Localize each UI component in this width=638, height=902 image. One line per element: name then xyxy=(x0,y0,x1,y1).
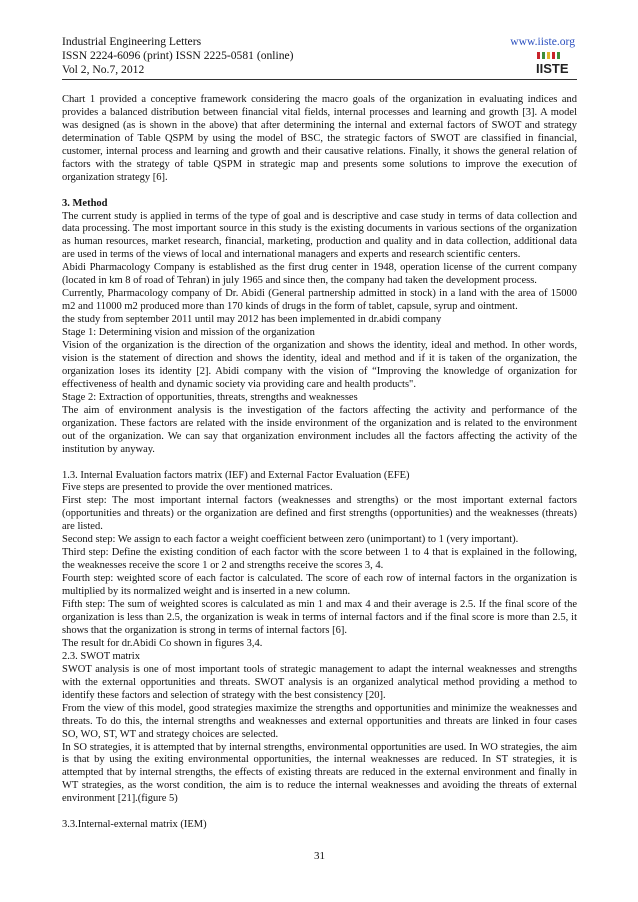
ief-heading: 1.3. Internal Evaluation factors matrix (IEF) and External Factor Evaluation (EFE) xyxy=(62,469,410,481)
iiste-logo-icon xyxy=(535,51,571,77)
step3-paragraph: Third step: Define the existing condition of each factor with the score between 1 to 4 that is explained in the following, the weaknesses receive the score 1 or 2 and strengths receive the scores 3, 4. xyxy=(62,547,577,572)
intro-paragraph: Chart 1 provided a conceptive framework considering the macro goals of the organization in evaluating indices and provides a balanced distribution between financial vital fields, internal processes and learning and growth [3]. A model was designed (as is shown in the above) that after determining the internal and external factors of SWOT and strategy determination of Table QSPM by using the model of BSC, the strategic factors of SWOT are classified in financial, customer, internal process and learning and growth and their causative relations. Finally, it shows the general relation of factors with the strategy of table QSPM in strategic map and presents some solutions to improve the execution of organization strategy [6]. xyxy=(62,94,577,183)
header-divider xyxy=(62,79,577,80)
method-heading: 3. Method xyxy=(62,197,108,209)
step2-paragraph: Second step: We assign to each factor a weight coefficient between zero (unimportant) to 1 (very important). xyxy=(62,534,519,546)
method-paragraph-1: The current study is applied in terms of the type of goal and is descriptive and case study in terms of data collection and data processing. The most important source in this study is the existing documents in various sections of the organization as human resources, market research, financial, marketing, production and quality and in data collection, additional data are used in terms of the views of local and international managers and experts and research scientific centers. xyxy=(62,210,577,261)
step5-paragraph: Fifth step: The sum of weighted scores is calculated as min 1 and max 4 and their average is 2.5. If the final score of the organization is less than 2.5, the organization is weak in terms of internal factors and if the final score is more than 2.5, it shows that the organization is strong in terms of internal factors [6]. xyxy=(62,599,577,636)
journal-volume: Vol 2, No.7, 2012 xyxy=(62,63,145,76)
five-steps-paragraph: Five steps are presented to provide the over mentioned matrices. xyxy=(62,482,333,494)
vision-paragraph: Vision of the organization is the direction of the organization and shows the identity, ideal and method. In other words, vision is the statement of direction and shows the identity, ideal and method and if it is taken of the organization, the organization loses its identity [2]. Abidi company with the vision of “Improving the knowledge of organization for effectiveness of health and dynamic society via providing care and health products". xyxy=(62,340,577,390)
method-paragraph-2: Abidi Pharmacology Company is established as the first drug center in 1948, operation license of the current company (located in km 8 of road of Tehran) in july 1965 and since then, the company had taken the development process. xyxy=(62,262,577,287)
journal-header xyxy=(62,0,577,92)
journal-issn: ISSN 2224-6096 (print) ISSN 2225-0581 (online) xyxy=(62,49,294,62)
swot-paragraph-2: From the view of this model, good strategies maximize the strengths and opportunities and minimize the weaknesses and threats. To do this, the internal strengths and weaknesses and external opportunities and threats are linked in four cases SO, WO, ST, WT and strategy choices are selected. xyxy=(62,702,577,740)
page xyxy=(62,0,577,862)
step4-paragraph: Fourth step: weighted score of each factor is calculated. The score of each row of internal factors in the organization is multiplied by its normalized weight and is inserted in a new column. xyxy=(62,573,577,598)
swot-paragraph-3: In SO strategies, it is attempted that by internal strengths, environmental opportunities are used. In WO strategies, the aim is that by using the exiting environmental opportunities, the internal weaknesses are reduced. In ST strategies, it is attempted that by internal strengths, the effects of existing threats are reduced in the external environment and finally in WT strategies, as the worst condition, the aim is to reduce the internal weaknesses and avoiding the threats of external environment [21].(figure 5) xyxy=(62,741,577,805)
iem-heading: 3.3.Internal-external matrix (IEM) xyxy=(62,819,207,831)
swot-heading: 2.3. SWOT matrix xyxy=(62,650,140,662)
result-paragraph: The result for dr.Abidi Co shown in figures 3,4. xyxy=(62,637,263,649)
article-body xyxy=(62,94,577,832)
journal-url-link[interactable]: www.iiste.org xyxy=(510,35,575,48)
stage1-heading: Stage 1: Determining vision and mission of the organization xyxy=(62,327,315,339)
svg-text:IISTE: IISTE xyxy=(536,61,569,76)
environment-paragraph: The aim of environment analysis is the investigation of the factors affecting the activity and performance of the organization. These factors are related with the inside environment of the organization and is related to the environment out of the organization. We can say that organization environment includes all the factors affecting the activity of the institution by anyway. xyxy=(62,404,577,455)
step1-paragraph: First step: The most important internal factors (weaknesses and strengths) or the most important external factors (opportunities and threats) or the organization are defined and first strengths (opportunities) and the weaknesses (threats) are listed. xyxy=(62,495,577,533)
stage2-heading: Stage 2: Extraction of opportunities, threats, strengths and weaknesses xyxy=(62,391,358,403)
page-number: 31 xyxy=(314,850,325,862)
journal-title: Industrial Engineering Letters xyxy=(62,35,202,48)
method-paragraph-3: Currently, Pharmacology company of Dr. Abidi (General partnership admitted in stock) in a land with the area of 15000 m2 and 11000 m2 produced more than 170 kinds of drugs in the form of tablet, capsule, syrup and ointment. xyxy=(62,288,577,313)
method-paragraph-4: the study from september 2011 until may 2012 has been implemented in dr.abidi company xyxy=(62,314,442,326)
swot-paragraph-1: SWOT analysis is one of most important tools of strategic management to adapt the internal weaknesses and strengths with the external opportunities and threats. SWOT analysis is an organized analytical method providing a method to identify these factors and selection of strategy with the best consistency [20]. xyxy=(62,663,577,701)
